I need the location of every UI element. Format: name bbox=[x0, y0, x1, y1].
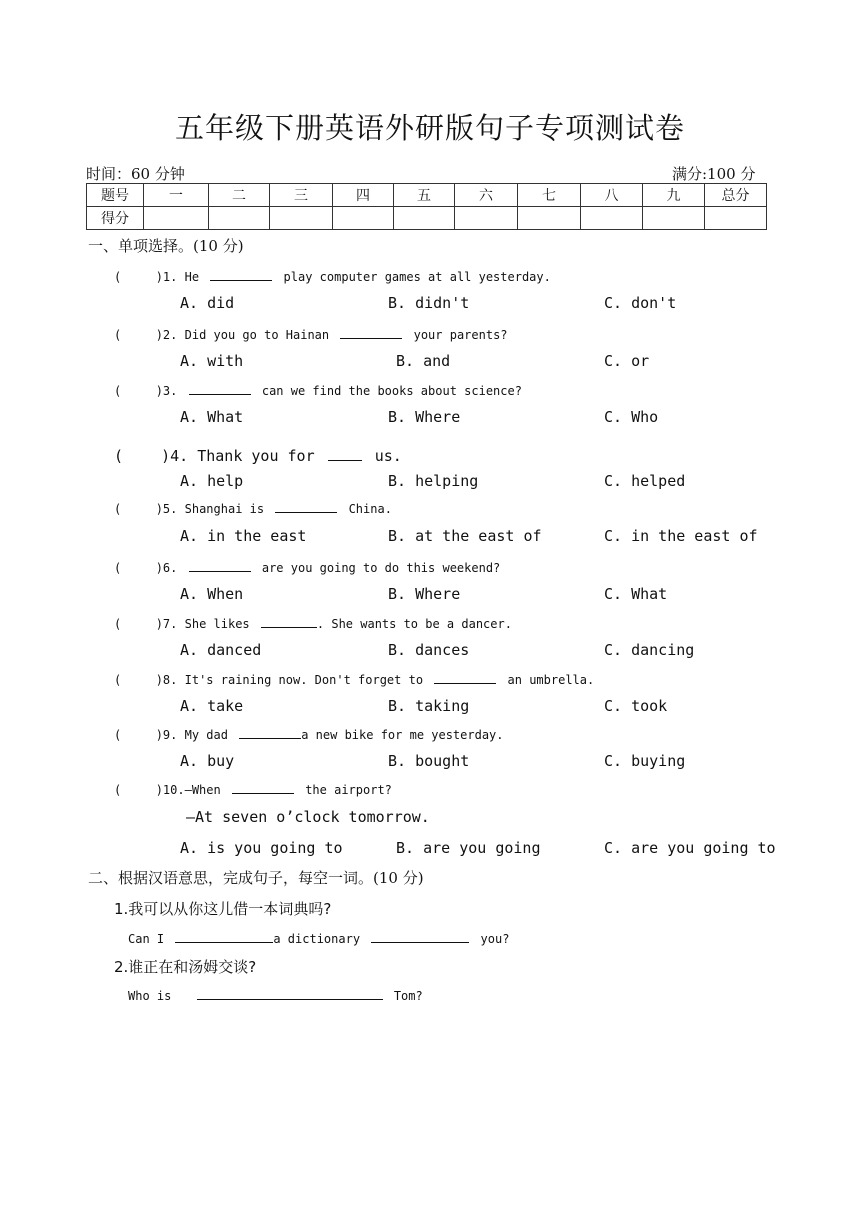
fill-blank[interactable] bbox=[261, 615, 317, 628]
question-text-after: your parents? bbox=[413, 328, 508, 342]
question-number: )5. bbox=[155, 502, 178, 516]
question-text-before: Shanghai is bbox=[184, 502, 265, 516]
option-b[interactable]: B. Where bbox=[388, 408, 461, 426]
answer-paren-open: ( bbox=[114, 728, 122, 742]
answer-paren-open: ( bbox=[114, 502, 122, 516]
answer-paren-open: ( bbox=[114, 447, 124, 465]
answer-paren-open: ( bbox=[114, 673, 122, 687]
question-10-reply: —At seven o’clock tomorrow. bbox=[186, 808, 430, 826]
question-number: )9. bbox=[155, 728, 178, 742]
translation-item-2-en bbox=[128, 987, 423, 1003]
option-b[interactable]: B. Where bbox=[388, 585, 461, 603]
fill-blank[interactable] bbox=[275, 500, 337, 513]
sentence-part: Tom? bbox=[393, 989, 423, 1003]
fill-blank[interactable] bbox=[175, 930, 273, 943]
question-text-before: She likes bbox=[184, 617, 250, 631]
page-title: 五年级下册英语外研版句子专项测试卷 bbox=[174, 111, 685, 145]
option-b[interactable]: B. bought bbox=[388, 752, 470, 770]
score-table bbox=[86, 183, 767, 230]
option-b[interactable]: B. are you going bbox=[396, 839, 541, 857]
option-a[interactable]: A. in the east bbox=[180, 527, 307, 545]
header-cell: 四 bbox=[333, 184, 394, 207]
option-c[interactable]: C. don't bbox=[604, 294, 677, 312]
question-text-after: play computer games at all yesterday. bbox=[283, 270, 551, 284]
question-5 bbox=[114, 500, 392, 516]
answer-paren-open: ( bbox=[114, 270, 122, 284]
header-cell: 六 bbox=[455, 184, 518, 207]
header-cell: 七 bbox=[518, 184, 581, 207]
sentence-part: you? bbox=[480, 932, 510, 946]
option-a[interactable]: A. When bbox=[180, 585, 244, 603]
fill-blank[interactable] bbox=[371, 930, 469, 943]
option-c[interactable]: C. or bbox=[604, 352, 650, 370]
question-9 bbox=[114, 726, 504, 742]
answer-paren-open: ( bbox=[114, 384, 122, 398]
option-c[interactable]: C. in the east of bbox=[604, 527, 758, 545]
header-cell: 题号 bbox=[87, 184, 144, 207]
row-label-cell: 得分 bbox=[87, 207, 144, 230]
option-c[interactable]: C. are you going to bbox=[604, 839, 776, 857]
question-text-before: Did you go to Hainan bbox=[184, 328, 330, 342]
question-text-before: Thank you for bbox=[197, 447, 315, 465]
question-8 bbox=[114, 671, 594, 687]
score-cell[interactable] bbox=[455, 207, 518, 230]
option-a[interactable]: A. What bbox=[180, 408, 244, 426]
full-score-label: 满分:100 分 bbox=[672, 165, 756, 183]
fill-blank[interactable] bbox=[210, 268, 272, 281]
question-text-after: a new bike for me yesterday. bbox=[301, 728, 504, 742]
fill-blank[interactable] bbox=[197, 987, 383, 1000]
option-a[interactable]: A. with bbox=[180, 352, 244, 370]
question-10 bbox=[114, 781, 392, 797]
option-b[interactable]: B. at the east of bbox=[388, 527, 542, 545]
option-c[interactable]: C. dancing bbox=[604, 641, 695, 659]
score-cell[interactable] bbox=[333, 207, 394, 230]
header-cell: 五 bbox=[394, 184, 455, 207]
option-b[interactable]: B. dances bbox=[388, 641, 470, 659]
answer-paren-open: ( bbox=[114, 783, 122, 797]
fill-blank[interactable] bbox=[239, 726, 301, 739]
fill-blank[interactable] bbox=[232, 781, 294, 794]
question-number: )2. bbox=[155, 328, 178, 342]
fill-blank[interactable] bbox=[189, 382, 251, 395]
score-table-header-row bbox=[87, 184, 767, 207]
question-text-before: He bbox=[184, 270, 200, 284]
question-number: )10. bbox=[155, 783, 185, 797]
question-text-before: My dad bbox=[184, 728, 228, 742]
question-number: )6. bbox=[155, 561, 178, 575]
sentence-part: a dictionary bbox=[273, 932, 361, 946]
question-3 bbox=[114, 382, 522, 398]
section1-heading: 一、单项选择。(10 分) bbox=[88, 237, 244, 255]
header-cell: 八 bbox=[581, 184, 643, 207]
option-b[interactable]: B. didn't bbox=[388, 294, 470, 312]
option-c[interactable]: C. helped bbox=[604, 472, 686, 490]
option-b[interactable]: B. and bbox=[396, 352, 451, 370]
option-a[interactable]: A. did bbox=[180, 294, 235, 312]
question-text-after: can we find the books about science? bbox=[261, 384, 522, 398]
answer-paren-open: ( bbox=[114, 561, 122, 575]
fill-blank[interactable] bbox=[189, 559, 251, 572]
question-number: )8. bbox=[155, 673, 178, 687]
translation-item-1-en bbox=[128, 930, 509, 946]
score-cell[interactable] bbox=[581, 207, 643, 230]
translation-item-1-cn: 1.我可以从你这儿借一本词典吗? bbox=[114, 900, 332, 918]
question-text-after: are you going to do this weekend? bbox=[261, 561, 501, 575]
question-number: )7. bbox=[155, 617, 178, 631]
option-b[interactable]: B. taking bbox=[388, 697, 470, 715]
score-cell[interactable] bbox=[394, 207, 455, 230]
header-cell: 二 bbox=[209, 184, 270, 207]
section2-heading: 二、根据汉语意思，完成句子，每空一词。(10 分) bbox=[88, 869, 424, 887]
score-cell[interactable] bbox=[518, 207, 581, 230]
score-cell[interactable] bbox=[209, 207, 270, 230]
fill-blank[interactable] bbox=[340, 326, 402, 339]
question-text-after: an umbrella. bbox=[507, 673, 595, 687]
header-cell: 九 bbox=[643, 184, 705, 207]
question-number: )4. bbox=[161, 447, 189, 465]
header-cell: 总分 bbox=[705, 184, 767, 207]
question-7 bbox=[114, 615, 512, 631]
option-a[interactable]: A. danced bbox=[180, 641, 262, 659]
score-cell[interactable] bbox=[270, 207, 333, 230]
question-text-before: It's raining now. Don't forget to bbox=[184, 673, 424, 687]
option-c[interactable]: C. buying bbox=[604, 752, 686, 770]
question-text-after: China. bbox=[348, 502, 392, 516]
score-table-score-row bbox=[87, 207, 767, 230]
answer-paren-open: ( bbox=[114, 617, 122, 631]
question-text-after: the airport? bbox=[305, 783, 392, 797]
option-c[interactable]: C. took bbox=[604, 697, 668, 715]
sentence-part: Can I bbox=[128, 932, 165, 946]
score-cell[interactable] bbox=[705, 207, 767, 230]
score-cell[interactable] bbox=[144, 207, 209, 230]
fill-blank[interactable] bbox=[328, 446, 362, 461]
translation-item-2-cn: 2.谁正在和汤姆交谈? bbox=[114, 958, 257, 976]
question-text-before: —When bbox=[184, 783, 221, 797]
option-a[interactable]: A. is you going to bbox=[180, 839, 343, 857]
fill-blank[interactable] bbox=[434, 671, 496, 684]
option-c[interactable]: C. Who bbox=[604, 408, 659, 426]
header-cell: 三 bbox=[270, 184, 333, 207]
question-2 bbox=[114, 326, 508, 342]
question-6 bbox=[114, 559, 500, 575]
option-a[interactable]: A. buy bbox=[180, 752, 235, 770]
header-cell: 一 bbox=[144, 184, 209, 207]
option-c[interactable]: C. What bbox=[604, 585, 668, 603]
option-a[interactable]: A. take bbox=[180, 697, 244, 715]
question-text-after: us. bbox=[374, 447, 402, 465]
question-number: )3. bbox=[155, 384, 178, 398]
question-number: )1. bbox=[155, 270, 178, 284]
time-label: 时间：60 分钟 bbox=[86, 165, 185, 183]
question-1 bbox=[114, 268, 551, 284]
option-a[interactable]: A. help bbox=[180, 472, 244, 490]
score-cell[interactable] bbox=[643, 207, 705, 230]
option-b[interactable]: B. helping bbox=[388, 472, 479, 490]
answer-paren-open: ( bbox=[114, 328, 122, 342]
sentence-part: Who is bbox=[128, 989, 172, 1003]
question-text-after: . She wants to be a dancer. bbox=[316, 617, 512, 631]
question-4 bbox=[114, 446, 402, 465]
